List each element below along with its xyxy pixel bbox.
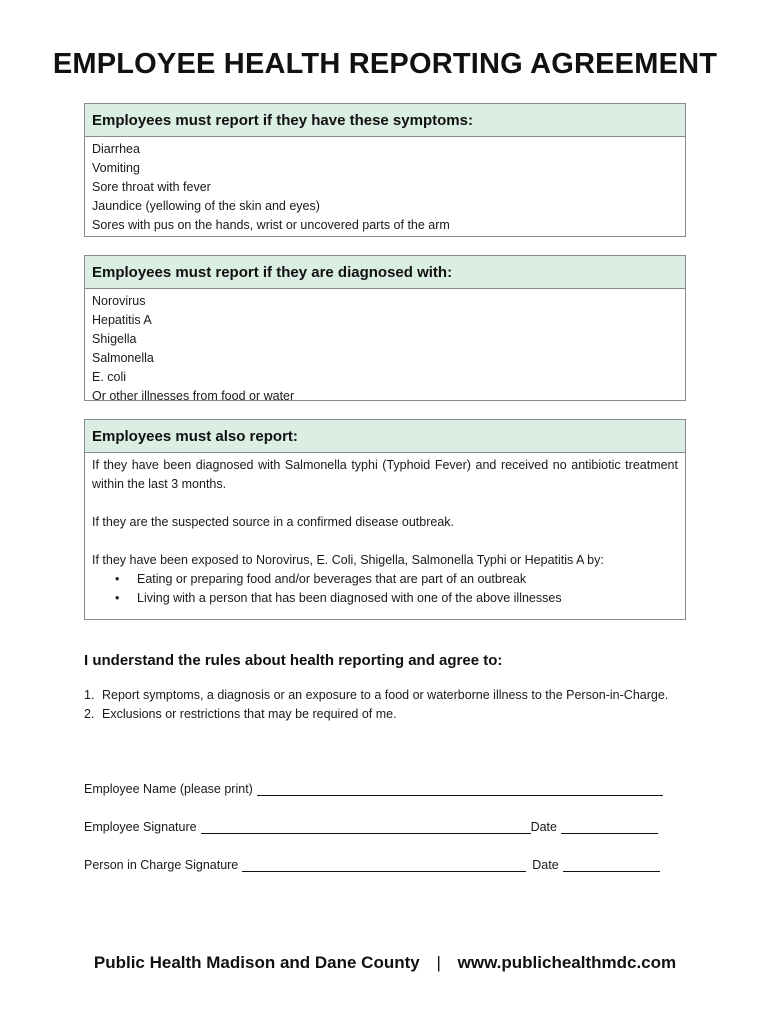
symptom-item: Diarrhea bbox=[92, 142, 140, 156]
bullet-icon: • bbox=[115, 572, 120, 586]
exposure-paragraph: If they have been exposed to Norovirus, E. Coli, Shigella, Salmonella Typhi or Hepatitis A by: bbox=[92, 553, 604, 567]
exposure-bullet-list bbox=[92, 570, 678, 608]
diagnosis-item: Or other illnesses from food or water bbox=[92, 389, 295, 403]
employee-signature-row bbox=[84, 820, 658, 834]
diagnosis-item: Norovirus bbox=[92, 294, 146, 308]
bullet-text: Living with a person that has been diagnosed with one of the above illnesses bbox=[137, 591, 562, 605]
bullet-icon: • bbox=[115, 591, 120, 605]
pic-date-field[interactable] bbox=[563, 858, 660, 872]
agreement-list bbox=[84, 686, 684, 724]
footer-org: Public Health Madison and Dane County bbox=[93, 953, 420, 972]
pic-date-label: Date bbox=[532, 858, 559, 872]
item-text: Report symptoms, a diagnosis or an exposure to a food or waterborne illness to the Person-in-Charge. bbox=[102, 688, 669, 702]
diagnosed-list bbox=[85, 289, 685, 406]
employee-signature-label: Employee Signature bbox=[84, 820, 197, 834]
bullet-item bbox=[115, 570, 678, 589]
diagnosis-item: E. coli bbox=[92, 370, 127, 384]
symptom-item: Sores with pus on the hands, wrist or uncovered parts of the arm bbox=[92, 218, 450, 232]
also-report-heading: Employees must also report: bbox=[85, 420, 685, 453]
symptoms-list bbox=[85, 137, 685, 235]
diagnosis-item: Salmonella bbox=[92, 351, 154, 365]
pic-signature-label: Person in Charge Signature bbox=[84, 858, 239, 872]
diagnosed-heading: Employees must report if they are diagnosed with: bbox=[85, 256, 685, 289]
pic-signature-field[interactable] bbox=[242, 858, 526, 872]
also-report-body bbox=[85, 453, 685, 608]
agreement-item bbox=[84, 686, 684, 705]
employee-date-field[interactable] bbox=[561, 820, 658, 834]
agreement-item bbox=[84, 705, 684, 724]
pic-signature-row bbox=[84, 858, 660, 872]
diagnosed-box bbox=[84, 255, 686, 401]
symptom-item: Vomiting bbox=[92, 161, 140, 175]
diagnosis-item: Hepatitis A bbox=[92, 313, 152, 327]
employee-name-field[interactable] bbox=[257, 782, 663, 796]
footer-website[interactable]: www.publichealthmdc.com bbox=[457, 953, 677, 972]
employee-date-label: Date bbox=[530, 820, 557, 834]
item-number: 2. bbox=[84, 707, 95, 721]
agreement-heading: I understand the rules about health reporting and agree to: bbox=[84, 652, 503, 669]
outbreak-source-paragraph: If they are the suspected source in a confirmed disease outbreak. bbox=[92, 515, 455, 529]
employee-name-label: Employee Name (please print) bbox=[84, 782, 253, 796]
employee-signature-field[interactable] bbox=[201, 820, 531, 834]
also-report-box bbox=[84, 419, 686, 620]
employee-name-row bbox=[84, 782, 663, 796]
bullet-item bbox=[115, 589, 678, 608]
diagnosis-item: Shigella bbox=[92, 332, 137, 346]
item-text: Exclusions or restrictions that may be required of me. bbox=[102, 707, 397, 721]
symptom-item: Sore throat with fever bbox=[92, 180, 211, 194]
page-title: EMPLOYEE HEALTH REPORTING AGREEMENT bbox=[52, 48, 718, 80]
symptom-item: Jaundice (yellowing of the skin and eyes) bbox=[92, 199, 320, 213]
symptoms-box bbox=[84, 103, 686, 237]
bullet-text: Eating or preparing food and/or beverages that are part of an outbreak bbox=[137, 572, 527, 586]
item-number: 1. bbox=[84, 688, 95, 702]
footer-separator: | bbox=[436, 953, 441, 972]
typhoid-paragraph: If they have been diagnosed with Salmonella typhi (Typhoid Fever) and received no antibiotic treatment within the last 3 months. bbox=[92, 458, 678, 491]
symptoms-heading: Employees must report if they have these symptoms: bbox=[85, 104, 685, 137]
footer bbox=[0, 953, 770, 973]
